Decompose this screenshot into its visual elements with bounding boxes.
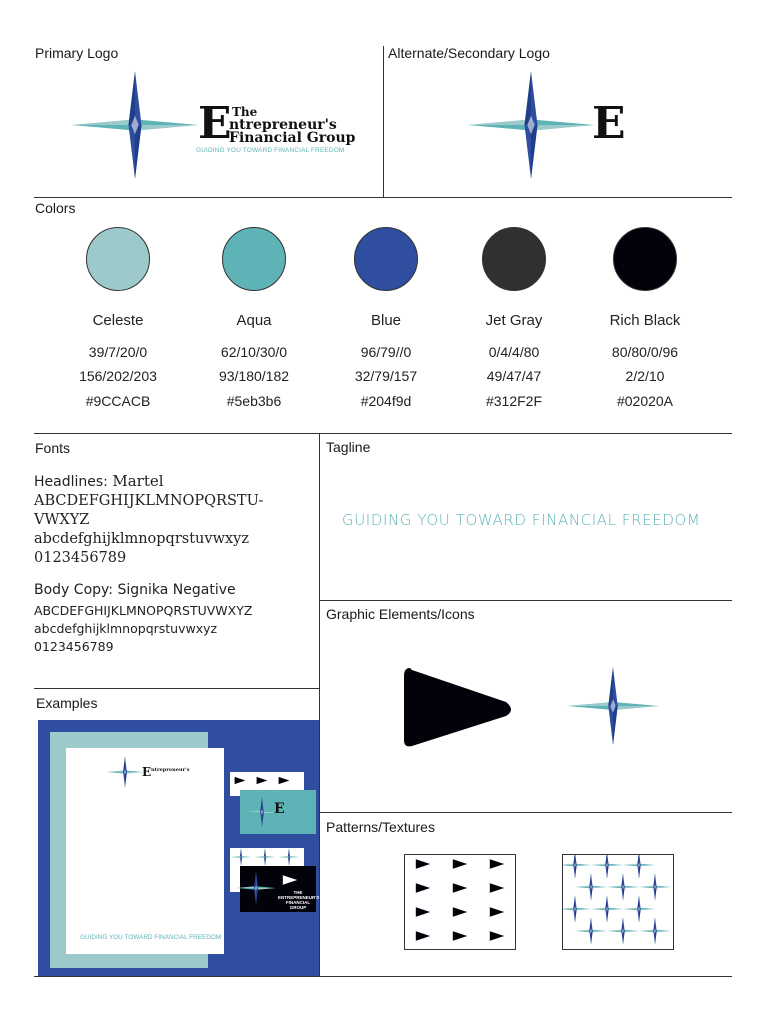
fonts-panel bbox=[34, 472, 318, 656]
arrow-play-icon bbox=[282, 874, 298, 886]
body-sample-digits: 0123456789 bbox=[34, 639, 114, 654]
business-card-front bbox=[240, 790, 316, 834]
color-name: Blue bbox=[370, 312, 402, 329]
color-hex: #204f9d bbox=[360, 393, 412, 409]
divider-graphics-bottom bbox=[320, 812, 732, 813]
compass-star-icon bbox=[566, 664, 660, 748]
section-title-graphic-elements: Graphic Elements/Icons bbox=[326, 606, 475, 622]
headline-sample-lower: abcdefghijklmnopqrstuvwxyz bbox=[34, 531, 249, 547]
color-swatch-celeste bbox=[86, 227, 150, 291]
logo-letter-e: E bbox=[198, 98, 232, 149]
divider-fonts-bottom bbox=[34, 688, 319, 689]
color-rgb: 93/180/182 bbox=[218, 368, 290, 384]
color-rgb: 156/202/203 bbox=[79, 368, 157, 384]
business-card-letter: E bbox=[274, 801, 285, 817]
color-cmyk: 62/10/30/0 bbox=[220, 344, 288, 360]
divider-logo-vertical bbox=[383, 46, 384, 197]
color-rgb: 49/47/47 bbox=[486, 368, 542, 384]
body-sample-lower: abcdefghijklmnopqrstuvwxyz bbox=[34, 621, 218, 636]
letterhead-logo-name: ntrepreneur's bbox=[151, 767, 190, 773]
headline-sample-upper-1: ABCDEFGHIJKLMNOPQRSTU- bbox=[34, 493, 264, 509]
compass-star-icon bbox=[236, 870, 276, 906]
color-cmyk: 96/79//0 bbox=[360, 344, 412, 360]
pattern-arrows bbox=[404, 854, 516, 950]
section-title-fonts: Fonts bbox=[35, 440, 71, 456]
arrow-play-icon bbox=[402, 664, 518, 752]
divider-mid-vertical bbox=[319, 433, 320, 977]
letterhead-tagline: GUIDING YOU TOWARD FINANCIAL FREEDOM bbox=[80, 934, 222, 941]
primary-logo bbox=[70, 68, 360, 182]
star-pattern-grid bbox=[563, 855, 673, 949]
divider-page-bottom bbox=[34, 976, 732, 977]
section-title-primary-logo: Primary Logo bbox=[35, 45, 119, 61]
logo-line-entrepreneurs: ntrepreneur's bbox=[229, 117, 337, 133]
color-name: Aqua bbox=[236, 312, 272, 329]
body-font-label: Body Copy: bbox=[34, 582, 114, 598]
compass-star-icon bbox=[70, 68, 200, 182]
color-hex: #02020A bbox=[616, 393, 674, 409]
color-name: Jet Gray bbox=[485, 312, 543, 329]
divider-tagline-bottom bbox=[320, 600, 732, 601]
pattern-stars bbox=[562, 854, 674, 950]
body-font-name: Signika Negative bbox=[117, 582, 236, 598]
color-cmyk: 80/80/0/96 bbox=[611, 344, 679, 360]
letterhead-logo-letter: E bbox=[142, 765, 152, 779]
section-title-secondary-logo: Alternate/Secondary Logo bbox=[388, 45, 550, 61]
section-title-colors: Colors bbox=[35, 200, 76, 216]
logo-tagline: GUIDING YOU TOWARD FINANCIAL FREEDOM bbox=[196, 147, 345, 154]
headline-font-label: Headlines: bbox=[34, 474, 108, 490]
tagline-text: GUIDING YOU TOWARD FINANCIAL FREEDOM bbox=[342, 511, 701, 529]
color-cmyk: 39/7/20/0 bbox=[88, 344, 148, 360]
business-card-back-text: THE ENTREPRENEUR'S FINANCIAL GROUP bbox=[278, 890, 319, 910]
color-swatch-jet-gray bbox=[482, 227, 546, 291]
color-swatch-rich-black bbox=[613, 227, 677, 291]
logo-letter-e: E bbox=[592, 98, 626, 149]
compass-star-icon bbox=[466, 68, 596, 182]
color-cmyk: 0/4/4/80 bbox=[488, 344, 540, 360]
divider-logo-bottom bbox=[34, 197, 732, 198]
logo-line-the: The bbox=[232, 105, 258, 119]
secondary-logo bbox=[466, 68, 636, 182]
color-swatch-blue bbox=[354, 227, 418, 291]
color-swatch-aqua bbox=[222, 227, 286, 291]
color-hex: #5eb3b6 bbox=[226, 393, 282, 409]
color-hex: #9CCACB bbox=[85, 393, 151, 409]
headline-sample-upper-2: VWXYZ bbox=[34, 512, 90, 528]
color-name: Rich Black bbox=[609, 312, 681, 329]
body-sample-upper: ABCDEFGHIJKLMNOPQRSTUVWXYZ bbox=[34, 603, 253, 618]
section-title-examples: Examples bbox=[36, 695, 98, 711]
color-name: Celeste bbox=[92, 312, 144, 329]
logo-line-financial-group: Financial Group bbox=[229, 130, 356, 146]
color-hex: #312F2F bbox=[485, 393, 543, 409]
letterhead bbox=[66, 748, 224, 954]
section-title-tagline: Tagline bbox=[326, 439, 371, 455]
examples-mockup bbox=[38, 720, 319, 976]
arrow-pattern-grid bbox=[405, 855, 515, 949]
color-rgb: 2/2/10 bbox=[625, 368, 665, 384]
business-card-back bbox=[240, 866, 319, 912]
compass-star-icon bbox=[106, 756, 144, 788]
color-rgb: 32/79/157 bbox=[354, 368, 418, 384]
headline-font-name: Martel bbox=[112, 472, 164, 490]
section-title-patterns: Patterns/Textures bbox=[326, 819, 435, 835]
divider-colors-bottom bbox=[34, 433, 732, 434]
headline-sample-digits: 0123456789 bbox=[34, 550, 127, 566]
